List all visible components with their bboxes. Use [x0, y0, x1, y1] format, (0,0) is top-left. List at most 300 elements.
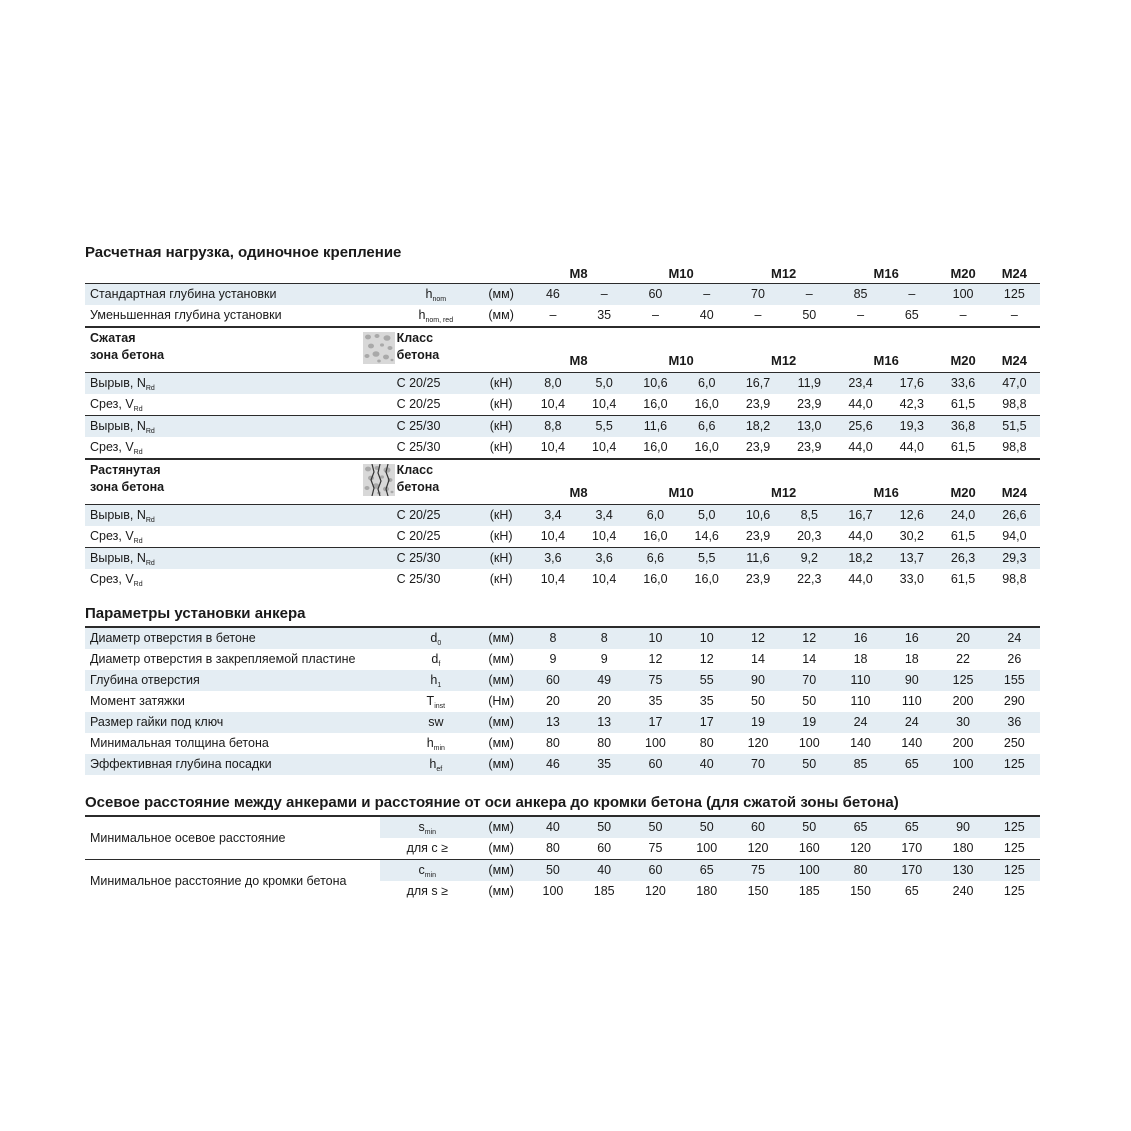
- value-cell: 120: [645, 884, 666, 898]
- row-symbol: [380, 838, 476, 860]
- size-header-m16: M16: [873, 266, 899, 281]
- value-cell: 65: [835, 816, 886, 838]
- row-symbol: [397, 712, 475, 733]
- value-cell: 13: [579, 712, 630, 733]
- value-cell: 24: [989, 627, 1040, 649]
- symbol: h: [429, 757, 437, 771]
- concrete-class: C 25/30: [397, 416, 475, 438]
- value-cell: 18,2: [835, 548, 886, 570]
- blank-cell: [85, 265, 397, 284]
- blank-cell: [397, 265, 475, 284]
- symbol: для c ≥: [406, 841, 448, 855]
- size-header-m10: M10: [630, 459, 733, 505]
- zone-title: [85, 327, 397, 373]
- row-symbol: [397, 284, 475, 306]
- value-cell: 65: [904, 884, 919, 898]
- value-cell: 94,0: [1002, 529, 1027, 543]
- symbol: h: [426, 736, 434, 750]
- value-cell: –: [886, 284, 937, 306]
- value-cell: 150: [747, 884, 769, 898]
- value-cell: 100: [798, 736, 820, 750]
- spacing-row: [85, 860, 1040, 882]
- class-line1: Класс: [396, 331, 434, 345]
- size-header-m20: M20: [937, 459, 988, 505]
- value-cell: 10,4: [540, 572, 566, 586]
- value-cell: 11,6: [630, 416, 681, 438]
- row-unit: (кН): [489, 440, 513, 454]
- zone-title-line2: зона бетона: [90, 348, 165, 362]
- value-cell: 8: [527, 627, 578, 649]
- value-cell: 6,0: [630, 505, 681, 527]
- value-cell: 20: [597, 694, 612, 708]
- row-unit: (кН): [475, 416, 527, 438]
- value-cell: 155: [989, 670, 1040, 691]
- value-cell: 80: [699, 736, 714, 750]
- value-cell: 10: [681, 627, 732, 649]
- value-cell: 50: [527, 860, 578, 882]
- size-header-row: [85, 265, 1040, 284]
- value-cell: 130: [937, 860, 988, 882]
- zone-title-line1: Сжатая: [90, 331, 136, 345]
- value-cell: 170: [886, 860, 937, 882]
- compressed-zone-header-row: [85, 327, 1040, 373]
- value-cell: 33,0: [899, 572, 924, 586]
- value-cell: 23,9: [745, 397, 771, 411]
- symbol-subscript: f: [438, 661, 441, 668]
- concrete-class-header: [397, 327, 475, 373]
- symbol-subscript: min: [433, 745, 445, 752]
- value-cell: 98,8: [1002, 572, 1027, 586]
- value-cell: 125: [989, 754, 1040, 775]
- value-cell: 125: [989, 816, 1040, 838]
- zone-title: [85, 459, 397, 505]
- section-title-spacing: Осевое расстояние между анкерами и расстояние от оси анкера до кромки бетона (для сжатой зоны бетона): [85, 794, 899, 811]
- value-cell: 60: [630, 284, 681, 306]
- value-cell: 60: [597, 841, 612, 855]
- concrete-class: C 20/25: [397, 373, 475, 395]
- value-cell: 170: [901, 841, 923, 855]
- value-cell: 150: [850, 884, 871, 898]
- symbol-subscript: 0: [437, 640, 442, 647]
- value-cell: 140: [850, 736, 871, 750]
- value-cell: 16,0: [694, 440, 719, 454]
- value-cell: 125: [937, 670, 988, 691]
- value-cell: 100: [937, 754, 988, 775]
- value-cell: 125: [989, 860, 1040, 882]
- cracked-concrete-icon: [363, 464, 395, 496]
- row-unit: (мм): [488, 736, 514, 750]
- row-label-text: Срез, V: [90, 440, 134, 454]
- value-cell: 13: [527, 712, 578, 733]
- size-header-m8: M8: [527, 327, 630, 373]
- value-cell: 110: [835, 670, 886, 691]
- size-header-m12: M12: [732, 327, 835, 373]
- value-cell: 11,6: [732, 548, 783, 570]
- row-unit: (мм): [488, 841, 514, 855]
- value-cell: 18: [853, 652, 868, 666]
- symbol: sw: [428, 715, 444, 729]
- value-cell: 80: [545, 736, 560, 750]
- row-unit: (мм): [475, 712, 527, 733]
- value-cell: 25,6: [835, 416, 886, 438]
- value-cell: 26,6: [989, 505, 1040, 527]
- value-cell: 50: [784, 754, 835, 775]
- value-cell: 5,5: [579, 416, 630, 438]
- value-cell: 16,0: [643, 397, 668, 411]
- value-cell: 65: [886, 754, 937, 775]
- value-cell: 44,0: [899, 440, 924, 454]
- value-cell: 17,6: [886, 373, 937, 395]
- value-cell: 8,8: [527, 416, 578, 438]
- value-cell: 65: [904, 308, 919, 322]
- value-cell: 36,8: [937, 416, 988, 438]
- value-cell: –: [579, 284, 630, 306]
- value-cell: 35: [579, 754, 630, 775]
- value-cell: 16,7: [835, 505, 886, 527]
- value-cell: 17: [681, 712, 732, 733]
- value-cell: 200: [952, 736, 974, 750]
- value-cell: 46: [527, 284, 578, 306]
- zone-title-line2: зона бетона: [90, 480, 165, 494]
- value-cell: 40: [527, 816, 578, 838]
- value-cell: 100: [645, 736, 666, 750]
- value-cell: 16,0: [694, 397, 719, 411]
- row-unit: (кН): [475, 505, 527, 527]
- value-cell: 8,0: [527, 373, 578, 395]
- value-cell: 18: [904, 652, 919, 666]
- value-cell: 29,3: [989, 548, 1040, 570]
- value-cell: 5,0: [579, 373, 630, 395]
- value-cell: –: [681, 284, 732, 306]
- value-cell: 55: [681, 670, 732, 691]
- row-label-text: Вырыв, N: [90, 551, 146, 565]
- row-label-text: Вырыв, N: [90, 419, 146, 433]
- installation-row: [85, 670, 1040, 691]
- class-line2: бетона: [396, 480, 440, 494]
- row-label-subscript: Rd: [133, 581, 143, 588]
- row-symbol: [380, 816, 476, 838]
- load-row: [85, 373, 1040, 395]
- row-unit: (кН): [489, 397, 513, 411]
- value-cell: 10,4: [592, 529, 617, 543]
- row-unit: (кН): [475, 548, 527, 570]
- value-cell: 22: [956, 652, 970, 666]
- row-unit: (мм): [488, 652, 514, 666]
- value-cell: 200: [952, 694, 974, 708]
- value-cell: 44,0: [848, 397, 873, 411]
- value-cell: 120: [850, 841, 871, 855]
- concrete-class: C 20/25: [396, 529, 441, 543]
- symbol: c: [418, 863, 425, 877]
- value-cell: –: [784, 284, 835, 306]
- spacer: [85, 775, 1040, 793]
- row-label: [85, 569, 397, 590]
- symbol-subscript: nom, red: [425, 317, 454, 324]
- value-cell: 51,5: [989, 416, 1040, 438]
- installation-row: [85, 627, 1040, 649]
- symbol: d: [430, 631, 438, 645]
- value-cell: –: [857, 308, 865, 322]
- value-cell: 10,4: [592, 572, 617, 586]
- value-cell: 6,6: [630, 548, 681, 570]
- value-cell: 85: [835, 284, 886, 306]
- concrete-class: C 20/25: [397, 505, 475, 527]
- value-cell: 9: [600, 652, 608, 666]
- row-symbol: [397, 649, 475, 670]
- row-symbol: [397, 733, 475, 754]
- row-label-text: Вырыв, N: [90, 508, 146, 522]
- value-cell: 3,4: [527, 505, 578, 527]
- value-cell: 44,0: [848, 529, 873, 543]
- zone-icon-wrap: [361, 332, 395, 364]
- value-cell: 80: [835, 860, 886, 882]
- concrete-class: C 25/30: [397, 548, 475, 570]
- value-cell: 9,2: [784, 548, 835, 570]
- value-cell: 65: [681, 860, 732, 882]
- value-cell: 24: [886, 712, 937, 733]
- row-unit: (мм): [488, 308, 514, 322]
- blank-cell: [475, 265, 527, 284]
- row-label-subscript: Rd: [145, 517, 155, 524]
- row-unit: (кН): [489, 572, 513, 586]
- value-cell: 12: [699, 652, 714, 666]
- value-cell: 23,9: [797, 440, 822, 454]
- size-header-m24: M24: [989, 327, 1040, 373]
- spacing-row: [85, 816, 1040, 838]
- value-cell: 30,2: [899, 529, 924, 543]
- value-cell: 16,0: [694, 572, 719, 586]
- load-row: [85, 548, 1040, 570]
- concrete-icon: [363, 332, 395, 364]
- value-cell: 13,7: [886, 548, 937, 570]
- value-cell: 185: [593, 884, 615, 898]
- value-cell: 20: [937, 627, 988, 649]
- value-cell: 110: [901, 694, 922, 708]
- class-line1: Класс: [396, 463, 434, 477]
- value-cell: –: [1010, 308, 1018, 322]
- value-cell: 100: [784, 860, 835, 882]
- row-label-subscript: Rd: [145, 385, 155, 392]
- value-cell: 75: [648, 841, 663, 855]
- value-cell: 60: [630, 860, 681, 882]
- row-unit: (мм): [475, 860, 527, 882]
- value-cell: 16,0: [643, 529, 668, 543]
- load-row: [85, 394, 1040, 416]
- row-label: [85, 416, 397, 438]
- value-cell: 11,9: [784, 373, 835, 395]
- group-label: Минимальное расстояние до кромки бетона: [85, 860, 380, 903]
- row-unit: (мм): [475, 670, 527, 691]
- value-cell: 60: [732, 816, 783, 838]
- value-cell: 23,9: [745, 572, 771, 586]
- value-cell: 33,6: [937, 373, 988, 395]
- value-cell: 24,0: [937, 505, 988, 527]
- row-symbol: [380, 860, 476, 882]
- value-cell: 10,4: [540, 440, 566, 454]
- depth-row: [85, 284, 1040, 306]
- value-cell: 6,6: [681, 416, 732, 438]
- zone-title-line1: Растянутая: [90, 463, 161, 477]
- value-cell: 180: [696, 884, 718, 898]
- value-cell: 22,3: [797, 572, 822, 586]
- row-label: [85, 373, 397, 395]
- installation-row: [85, 733, 1040, 754]
- size-header-m24: M24: [989, 459, 1040, 505]
- value-cell: –: [754, 308, 762, 322]
- value-cell: 16,0: [643, 440, 668, 454]
- row-label: Глубина отверстия: [85, 670, 397, 691]
- value-cell: 250: [1003, 736, 1025, 750]
- load-row: [85, 437, 1040, 459]
- row-unit: (мм): [475, 284, 527, 306]
- size-header-m24: M24: [1001, 266, 1027, 281]
- size-header-m8: M8: [569, 266, 588, 281]
- symbol-subscript: 1: [437, 682, 442, 689]
- value-cell: 12: [784, 627, 835, 649]
- size-header-m20: M20: [937, 327, 988, 373]
- value-cell: 16,7: [732, 373, 783, 395]
- row-label: Минимальная толщина бетона: [90, 736, 269, 750]
- value-cell: 20: [545, 694, 560, 708]
- value-cell: –: [549, 308, 557, 322]
- value-cell: 70: [732, 284, 783, 306]
- value-cell: 120: [747, 841, 769, 855]
- value-cell: 90: [886, 670, 937, 691]
- group-label: Минимальное осевое расстояние: [85, 816, 380, 860]
- row-label: Эффективная глубина посадки: [85, 754, 397, 775]
- row-unit: (мм): [488, 884, 514, 898]
- value-cell: 50: [784, 816, 835, 838]
- row-label-subscript: Rd: [145, 428, 155, 435]
- value-cell: 19: [732, 712, 783, 733]
- row-unit: (Нм): [488, 694, 515, 708]
- document: [85, 243, 1040, 902]
- value-cell: 75: [732, 860, 783, 882]
- size-header-m10: M10: [630, 327, 733, 373]
- row-label: Стандартная глубина установки: [85, 284, 397, 306]
- value-cell: 70: [784, 670, 835, 691]
- depth-row: [85, 305, 1040, 327]
- row-symbol: [397, 627, 475, 649]
- value-cell: 125: [1003, 884, 1025, 898]
- symbol: h: [425, 287, 433, 301]
- load-row: [85, 505, 1040, 527]
- value-cell: 18,2: [732, 416, 783, 438]
- installation-row: [85, 691, 1040, 712]
- value-cell: 12: [648, 652, 663, 666]
- symbol-subscript: min: [424, 829, 437, 836]
- value-cell: 61,5: [950, 397, 976, 411]
- size-header-m10: M10: [668, 266, 694, 281]
- concrete-class-header: [397, 459, 475, 505]
- size-header-m20: M20: [950, 266, 976, 281]
- value-cell: 35: [648, 694, 663, 708]
- value-cell: 23,9: [745, 440, 771, 454]
- load-row: [85, 526, 1040, 548]
- value-cell: 35: [699, 694, 714, 708]
- symbol: d: [431, 652, 439, 666]
- value-cell: 10: [630, 627, 681, 649]
- size-header-m12: M12: [770, 266, 797, 281]
- row-label-subscript: Rd: [133, 538, 143, 545]
- row-unit: (мм): [475, 627, 527, 649]
- value-cell: 100: [937, 284, 988, 306]
- value-cell: 6,0: [681, 373, 732, 395]
- value-cell: 9: [549, 652, 557, 666]
- symbol: s: [418, 820, 425, 834]
- value-cell: 75: [630, 670, 681, 691]
- value-cell: 3,6: [579, 548, 630, 570]
- value-cell: 40: [681, 754, 732, 775]
- value-cell: 40: [699, 308, 714, 322]
- row-unit: (кН): [475, 373, 527, 395]
- value-cell: 98,8: [1002, 397, 1027, 411]
- installation-row: [85, 649, 1040, 670]
- blank-cell: [475, 327, 527, 373]
- value-cell: 42,3: [899, 397, 924, 411]
- value-cell: 40: [579, 860, 630, 882]
- symbol-subscript: nom: [432, 296, 447, 303]
- row-label: Диаметр отверстия в закрепляемой пластине: [90, 652, 356, 666]
- row-symbol: [397, 670, 475, 691]
- installation-row: [85, 754, 1040, 775]
- row-label: [85, 548, 397, 570]
- value-cell: 50: [802, 694, 817, 708]
- concrete-class: C 20/25: [396, 397, 441, 411]
- symbol: h: [418, 308, 426, 322]
- spacer: [85, 590, 1040, 604]
- value-cell: 50: [579, 816, 630, 838]
- symbol: h: [430, 673, 438, 687]
- row-label: Размер гайки под ключ: [85, 712, 397, 733]
- size-header-m12: M12: [732, 459, 835, 505]
- zone-icon-wrap: [361, 464, 395, 496]
- value-cell: 5,5: [681, 548, 732, 570]
- value-cell: 80: [597, 736, 612, 750]
- value-cell: 50: [751, 694, 765, 708]
- value-cell: 50: [802, 308, 817, 322]
- value-cell: 36: [989, 712, 1040, 733]
- row-unit: (кН): [489, 529, 513, 543]
- tension-zone-header-row: [85, 459, 1040, 505]
- value-cell: 17: [630, 712, 681, 733]
- value-cell: 14: [802, 652, 817, 666]
- value-cell: 185: [798, 884, 820, 898]
- value-cell: 10,6: [732, 505, 783, 527]
- value-cell: 12: [732, 627, 783, 649]
- value-cell: 50: [630, 816, 681, 838]
- row-label: [85, 505, 397, 527]
- value-cell: 60: [527, 670, 578, 691]
- row-label: Уменьшенная глубина установки: [90, 308, 282, 322]
- load-row: [85, 569, 1040, 590]
- row-unit: (мм): [475, 816, 527, 838]
- value-cell: 140: [901, 736, 923, 750]
- row-label-subscript: Rd: [133, 449, 143, 456]
- installation-row: [85, 712, 1040, 733]
- value-cell: 23,9: [745, 529, 771, 543]
- row-label: Диаметр отверстия в бетоне: [85, 627, 397, 649]
- concrete-class: C 25/30: [396, 440, 441, 454]
- value-cell: 240: [952, 884, 974, 898]
- value-cell: 44,0: [848, 572, 873, 586]
- value-cell: 80: [545, 841, 560, 855]
- value-cell: 10,4: [592, 440, 617, 454]
- symbol: T: [426, 694, 435, 708]
- row-label-subscript: Rd: [133, 406, 143, 413]
- value-cell: 98,8: [1002, 440, 1027, 454]
- value-cell: 10,6: [630, 373, 681, 395]
